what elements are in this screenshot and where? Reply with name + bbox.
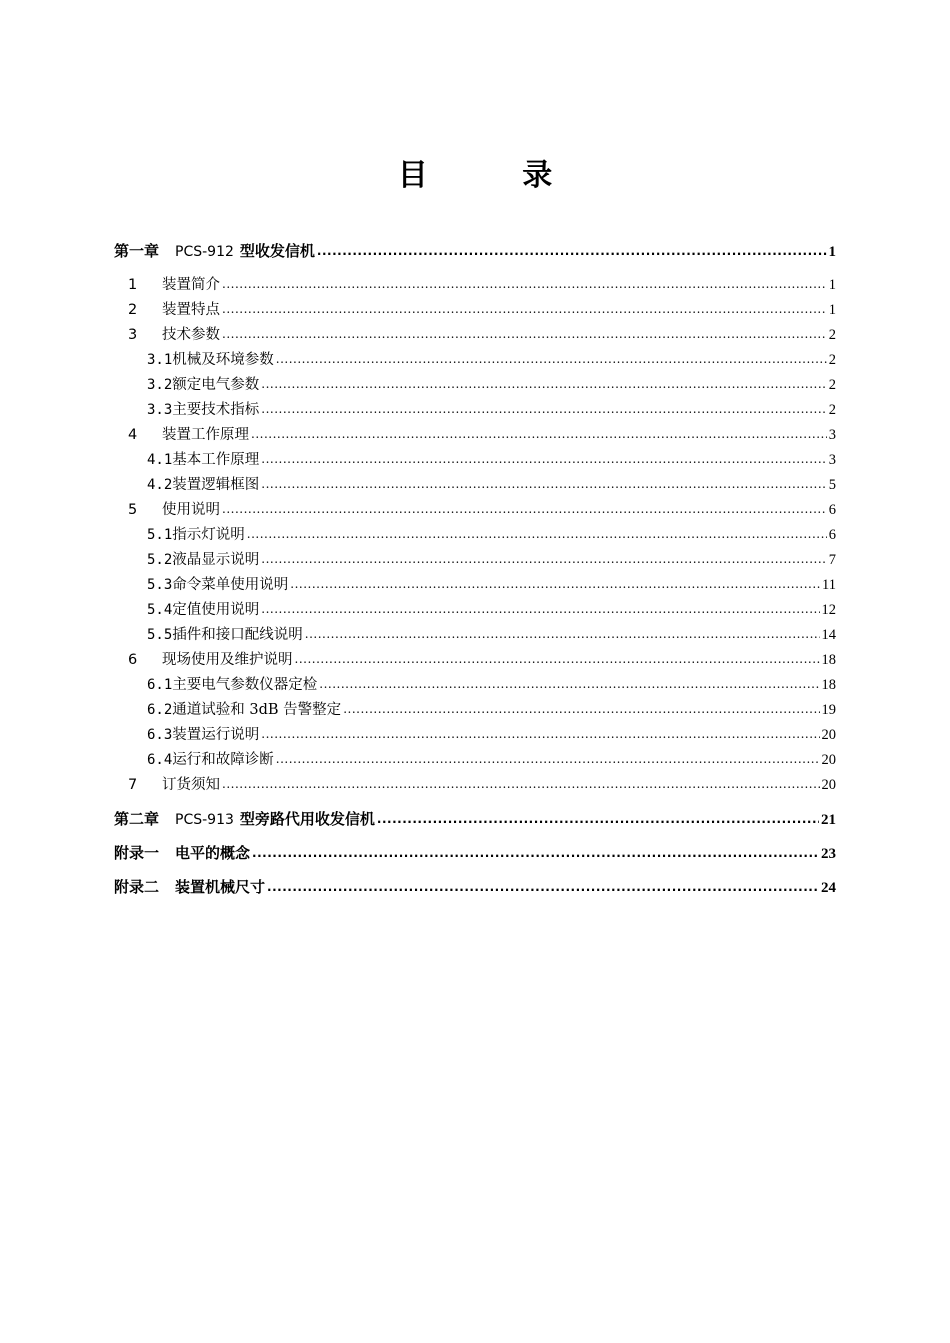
toc-section-entry[interactable] xyxy=(114,398,836,422)
toc-page-number: 6 xyxy=(828,502,836,518)
toc-entry-number: 6.4 xyxy=(147,752,173,768)
toc-entry-title: 技术参数 xyxy=(162,327,220,343)
toc-entry-title: 运行和故障诊断 xyxy=(172,752,274,768)
toc-entry-title: 订货须知 xyxy=(162,777,220,793)
toc-page-number: 12 xyxy=(821,602,836,618)
toc-page-number: 20 xyxy=(821,727,836,743)
dot-leader xyxy=(252,843,819,858)
toc-entry-number: 3.1 xyxy=(147,352,173,368)
toc-entry-title: 主要电气参数仪器定检 xyxy=(172,677,318,693)
toc-page-number: 3 xyxy=(828,452,836,468)
toc-section-entry[interactable] xyxy=(114,673,836,697)
toc-entry-label xyxy=(114,876,265,897)
toc-page-number: 2 xyxy=(828,377,836,393)
toc-chapter-entry[interactable] xyxy=(114,876,836,902)
dot-leader xyxy=(222,500,827,515)
dot-leader xyxy=(290,575,820,590)
toc-entry-title: 通道试验和 3dB 告警整定 xyxy=(172,702,342,718)
toc-section-entry[interactable] xyxy=(114,773,836,797)
toc-entry-title: 额定电气参数 xyxy=(172,377,260,393)
dot-leader xyxy=(295,650,820,665)
toc-entry-label xyxy=(114,498,220,519)
toc-entry-label xyxy=(114,698,341,719)
toc-entry-number: 2 xyxy=(128,302,138,318)
dot-leader xyxy=(222,275,827,290)
toc-entry-number: 3.3 xyxy=(147,402,173,418)
toc-section-entry[interactable] xyxy=(114,498,836,522)
toc-entry-label xyxy=(114,298,220,319)
dot-leader xyxy=(261,450,826,465)
toc-entry-title: 装置运行说明 xyxy=(172,727,260,743)
toc-entry-label xyxy=(114,548,259,569)
toc-entry-number: 5.5 xyxy=(147,627,173,643)
toc-section-entry[interactable] xyxy=(114,648,836,672)
toc-page-number: 1 xyxy=(828,277,836,293)
toc-entry-title: 装置逻辑框图 xyxy=(172,477,260,493)
toc-entry-label xyxy=(114,423,249,444)
toc-entry-title: 插件和接口配线说明 xyxy=(172,627,303,643)
toc-entry-number: 3 xyxy=(128,327,138,343)
toc-section-entry[interactable] xyxy=(114,748,836,772)
dot-leader xyxy=(222,300,827,315)
toc-entry-label xyxy=(114,842,250,863)
toc-entry-title: 装置工作原理 xyxy=(162,427,249,443)
toc-entry-title: 主要技术指标 xyxy=(172,402,260,418)
toc-entry-number: 1 xyxy=(128,277,138,293)
dot-leader xyxy=(261,475,826,490)
dot-leader xyxy=(261,600,819,615)
toc-entry-title: 机械及环境参数 xyxy=(172,352,274,368)
toc-entry-label xyxy=(114,348,274,369)
toc-page-number: 20 xyxy=(821,777,836,793)
toc-page-number: 3 xyxy=(828,427,836,443)
toc-page-number: 18 xyxy=(821,677,836,693)
toc-section-entry[interactable] xyxy=(114,423,836,447)
toc-section-entry[interactable] xyxy=(114,373,836,397)
toc-section-entry[interactable] xyxy=(114,548,836,572)
dot-leader xyxy=(261,400,826,415)
toc-entry-title: 型旁路代用收发信机 xyxy=(239,810,375,828)
toc-entry-title: 装置机械尺寸 xyxy=(175,878,266,896)
toc-entry-label xyxy=(114,398,259,419)
toc-entry-number: 6 xyxy=(128,652,138,668)
dot-leader xyxy=(247,525,827,540)
toc-entry-number: 7 xyxy=(128,777,138,793)
toc-entry-number: 5.2 xyxy=(147,552,173,568)
toc-entry-number: 5.4 xyxy=(147,602,173,618)
toc-page-number: 7 xyxy=(828,552,836,568)
toc-entry-model-code: PCS-912 xyxy=(175,244,234,260)
toc-section-entry[interactable] xyxy=(114,473,836,497)
toc-entry-number: 附录二 xyxy=(114,878,160,896)
dot-leader xyxy=(305,625,820,640)
toc-entry-title: 现场使用及维护说明 xyxy=(162,652,293,668)
toc-entry-label xyxy=(114,673,317,694)
toc-page-number: 5 xyxy=(828,477,836,493)
toc-entry-title: 型收发信机 xyxy=(239,242,315,260)
dot-leader xyxy=(261,725,819,740)
toc-entry-number: 4 xyxy=(128,427,138,443)
toc-page-number: 20 xyxy=(821,752,836,768)
toc-entry-title: 使用说明 xyxy=(162,502,220,518)
toc-entry-number: 6.3 xyxy=(147,727,173,743)
toc-chapter-entry[interactable] xyxy=(114,842,836,868)
dot-leader xyxy=(276,750,820,765)
toc-section-entry[interactable] xyxy=(114,523,836,547)
toc-entry-label xyxy=(114,573,288,594)
toc-entry-number: 第二章 xyxy=(114,810,160,828)
toc-page-number: 2 xyxy=(828,327,836,343)
toc-entry-label xyxy=(114,598,259,619)
toc-entry-number: 第一章 xyxy=(114,242,160,260)
dot-leader xyxy=(276,350,827,365)
toc-page-number: 19 xyxy=(821,702,836,718)
toc-section-entry[interactable] xyxy=(114,448,836,472)
toc-page-number: 21 xyxy=(821,812,836,828)
toc-entry-number: 5.3 xyxy=(147,577,173,593)
toc-entry-label xyxy=(114,523,245,544)
toc-entry-label xyxy=(114,648,293,669)
dot-leader xyxy=(377,809,819,824)
toc-page-number: 2 xyxy=(828,352,836,368)
toc-page-number: 14 xyxy=(821,627,836,643)
toc-page-number: 1 xyxy=(828,244,836,260)
toc-entry-number: 4.2 xyxy=(147,477,173,493)
toc-section-entry[interactable] xyxy=(114,348,836,372)
toc-section-entry[interactable] xyxy=(114,598,836,622)
toc-entry-label xyxy=(114,273,220,294)
toc-chapter-entry[interactable] xyxy=(114,808,836,834)
toc-entry-title: 电平的概念 xyxy=(175,844,251,862)
toc-entry-label xyxy=(114,473,259,494)
toc-entry-number: 5.1 xyxy=(147,527,173,543)
toc-page-number: 1 xyxy=(828,302,836,318)
toc-section-entry[interactable] xyxy=(114,273,836,297)
toc-section-entry[interactable] xyxy=(114,723,836,747)
toc-entry-label xyxy=(114,373,259,394)
toc-entry-title: 命令菜单使用说明 xyxy=(172,577,289,593)
toc-page-number: 2 xyxy=(828,402,836,418)
dot-leader xyxy=(222,775,820,790)
toc-entry-label xyxy=(114,773,220,794)
toc-entry-number: 5 xyxy=(128,502,138,518)
toc-entry-label xyxy=(114,748,274,769)
toc-page-number: 23 xyxy=(821,846,836,862)
toc-entry-label xyxy=(114,240,315,261)
toc-entry-label xyxy=(114,723,259,744)
toc-entry-title: 装置简介 xyxy=(162,277,220,293)
dot-leader xyxy=(343,700,819,715)
toc-section-entry[interactable] xyxy=(114,623,836,647)
toc-page-number: 6 xyxy=(828,527,836,543)
dot-leader xyxy=(261,375,826,390)
toc-entry-label xyxy=(114,323,220,344)
dot-leader xyxy=(222,325,827,340)
toc-entry-title: 指示灯说明 xyxy=(172,527,245,543)
toc-section-entry[interactable] xyxy=(114,323,836,347)
dot-leader xyxy=(261,550,826,565)
dot-leader xyxy=(267,877,819,892)
toc-section-entry[interactable] xyxy=(114,698,836,722)
toc-page-number: 24 xyxy=(821,880,836,896)
toc-entry-number: 附录一 xyxy=(114,844,160,862)
toc-entry-number: 6.1 xyxy=(147,677,173,693)
toc-entry-model-code: PCS-913 xyxy=(175,812,234,828)
toc-entry-label xyxy=(114,448,259,469)
toc-section-entry[interactable] xyxy=(114,298,836,322)
toc-page-number: 11 xyxy=(822,577,836,593)
page-title: 目 录 xyxy=(397,158,595,193)
toc-entry-title: 液晶显示说明 xyxy=(172,552,260,568)
toc-entry-number: 3.2 xyxy=(147,377,173,393)
toc-entry-label xyxy=(114,808,375,829)
toc-page-number: 18 xyxy=(821,652,836,668)
dot-leader xyxy=(317,241,827,256)
dot-leader xyxy=(319,675,819,690)
toc-chapter-entry[interactable] xyxy=(114,240,836,266)
toc-entry-number: 6.2 xyxy=(147,702,173,718)
toc-entry-title: 装置特点 xyxy=(162,302,220,318)
toc-entry-title: 定值使用说明 xyxy=(172,602,260,618)
toc-section-entry[interactable] xyxy=(114,573,836,597)
toc-entry-number: 4.1 xyxy=(147,452,173,468)
dot-leader xyxy=(251,425,827,440)
toc-entry-label xyxy=(114,623,303,644)
toc-entry-title: 基本工作原理 xyxy=(172,452,260,468)
